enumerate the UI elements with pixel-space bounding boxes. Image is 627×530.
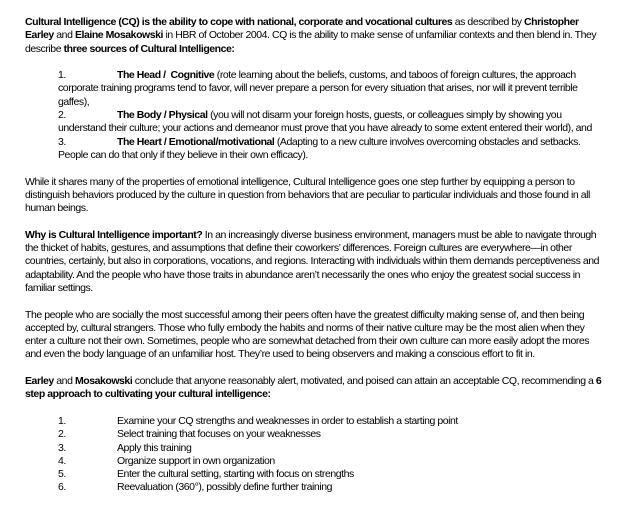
text-run: conclude that anyone reasonably alert, motivated, and poised can attain an acceptable CQ, recommending a: [132, 375, 596, 388]
list-item: [58, 455, 605, 468]
text-run: Select training that focuses on your weaknesses: [117, 428, 321, 441]
list-six-steps: [58, 415, 605, 495]
list-item: [58, 468, 605, 481]
list-item-number: 5.: [58, 468, 66, 481]
list-item: [58, 428, 605, 441]
text-run: and: [53, 29, 75, 42]
list-item-text: [117, 468, 354, 480]
list-item: [58, 109, 605, 136]
text-run: and: [53, 375, 75, 388]
text-run: (you will not disarm your foreign hosts, guests, or colleagues simply by showing you understand their culture; your actions and demeanor must prove that you have already to some extent entered their world), and: [58, 109, 592, 135]
text-run: In an increasingly diverse business environment, managers must be able to navigate through the thicket of habits, gestures, and assumptions that define their coworkers’ differences. Foreign cultures are everywhere—in other countries, certainly, but also in corporations, vocations, and regions. Interacting with individuals within them demands perceptiveness and adaptability. And the people who have those traits in abundance aren’t necessarily the ones who enjoy the greatest social success in familiar settings.: [25, 228, 600, 294]
text-run: (Adapting to a new culture involves overcoming obstacles and setbacks. People can do that only if they believe in their own efficacy).: [58, 135, 581, 161]
list-item: [58, 481, 605, 494]
list-item-text: [117, 442, 191, 454]
bold-text-run: The Body / Physical: [117, 109, 208, 122]
list-item-number: 3.: [58, 135, 66, 148]
list-item: [58, 69, 605, 109]
list-item: [58, 136, 605, 163]
text-run: (rote learning about the beliefs, customs, and taboos of foreign cultures, the approach corporate training programs tend to favor, will never prepare a person for every situation that arises, nor will it prevent terrible gaffes),: [58, 69, 578, 108]
text-run: While it shares many of the properties of emotional intelligence, Cultural Intelligence goes one step further by equipping a person to distinguish behaviors produced by the culture in question from behaviors that are peculiar to particular individuals and those found in all human beings.: [25, 175, 590, 215]
list-item-text: [117, 455, 275, 467]
bold-text-run: 6 step approach to cultivating your cultural intelligence:: [25, 375, 602, 401]
paragraph-emotional-intelligence: [25, 176, 605, 216]
list-item-text: [117, 428, 321, 440]
bold-text-run: The Head / Cognitive: [117, 69, 215, 82]
bold-text-run: Cultural Intelligence (CQ) is the ability to cope with national, corporate and vocational cultures: [25, 16, 453, 28]
list-three-sources: [58, 69, 605, 162]
list-item-text: [117, 481, 332, 493]
paragraph-why-important: [25, 229, 605, 295]
text-run: Apply this training: [117, 441, 192, 454]
list-item-text: [58, 136, 580, 161]
list-item: [58, 415, 605, 428]
bold-text-run: Christopher Earley: [25, 16, 579, 42]
list-item-number: 6.: [58, 481, 66, 494]
bold-text-run: The Heart / Emotional/motivational: [117, 135, 275, 148]
bold-text-run: Mosakowski: [74, 375, 133, 388]
text-run: as described by: [452, 16, 525, 28]
list-item-number: 3.: [58, 441, 66, 454]
text-run: Organize support in own organization: [117, 454, 275, 467]
list-item-number: 1.: [58, 414, 66, 427]
paragraph-intro: [25, 16, 605, 56]
bold-text-run: Earley: [25, 375, 54, 388]
paragraph-conclusion: [25, 375, 605, 402]
bold-text-run: Why is Cultural Intelligence important?: [25, 228, 203, 241]
paragraph-social-success: [25, 309, 605, 362]
list-item-text: [58, 69, 578, 108]
text-run: Enter the cultural setting, starting with focus on strengths: [117, 468, 354, 481]
text-run: The people who are socially the most successful among their peers often have the greatest difficulty making sense of, and then being accepted by, cultural strangers. Those who fully embody the habits and norms of their native culture may be the most alien when they enter a culture not their own. Sometimes, people who are somewhat detached from their own culture can more easily adopt the mores and even the body language of an unfamiliar host. They’re used to being observers and making a conscious effort to fit in.: [25, 308, 590, 361]
list-item: [58, 442, 605, 455]
bold-text-run: three sources of Cultural Intelligence:: [63, 42, 235, 55]
text-run: in HBR of October 2004. CQ is the ability to make sense of unfamiliar contexts and then blend in. They describe: [25, 29, 597, 55]
list-item-number: 2.: [58, 109, 66, 122]
list-item-text: [58, 109, 592, 134]
list-item-number: 2.: [58, 428, 66, 441]
text-run: Examine your CQ strengths and weaknesses in order to establish a starting point: [117, 414, 458, 427]
list-item-number: 4.: [58, 454, 66, 467]
text-run: Reevaluation (360°), possibly define further training: [117, 481, 332, 494]
bold-text-run: Elaine Mosakowski: [74, 29, 163, 42]
list-item-number: 1.: [58, 69, 66, 82]
list-item-text: [117, 415, 458, 427]
